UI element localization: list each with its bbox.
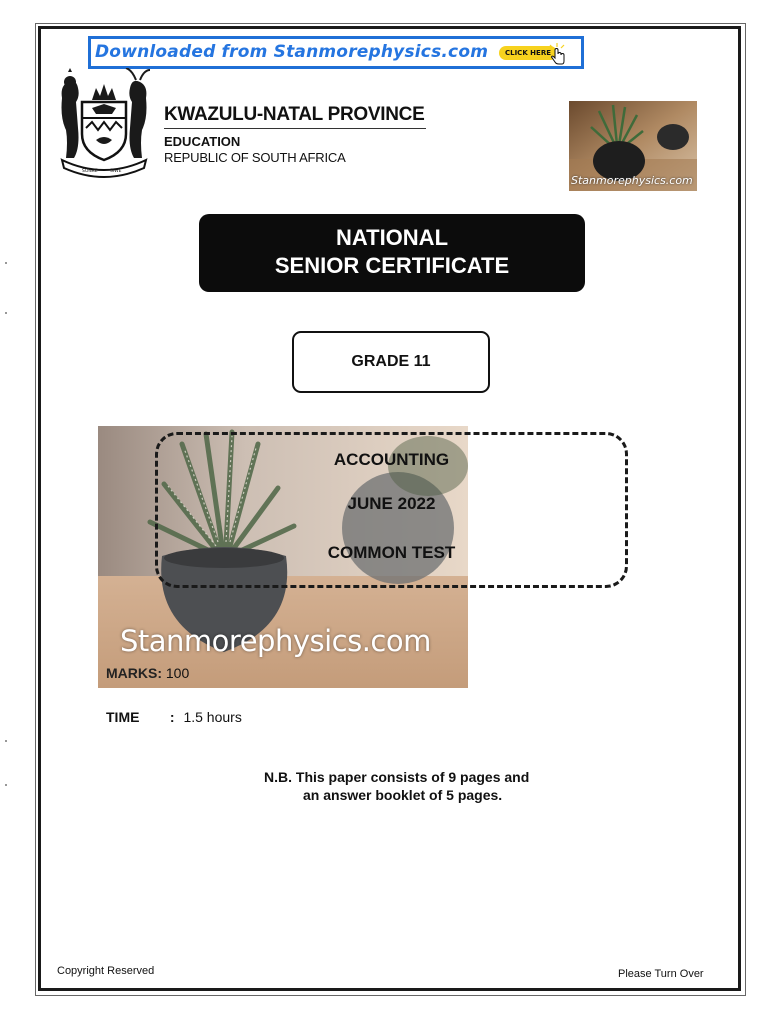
province-name: KWAZULU-NATAL PROVINCE bbox=[164, 104, 425, 125]
hand-cursor-icon bbox=[547, 43, 567, 65]
time-value: 1.5 hours bbox=[183, 709, 242, 725]
time-row bbox=[106, 709, 242, 725]
nsc-title-box bbox=[199, 214, 585, 292]
note-block bbox=[264, 768, 529, 804]
subject-name: ACCOUNTING bbox=[333, 450, 450, 469]
hero-watermark: Stanmorephysics.com bbox=[120, 624, 431, 658]
download-link[interactable]: Downloaded from Stanmorephysics.com bbox=[95, 42, 489, 62]
title-line-2: SENIOR CERTIFICATE bbox=[274, 253, 510, 278]
note-line-2: an answer booklet of 5 pages. bbox=[303, 787, 503, 803]
title-line-1: NATIONAL bbox=[335, 225, 449, 250]
grade-box: GRADE 11 bbox=[292, 331, 490, 393]
thumbnail-watermark: Stanmorephysics.com bbox=[571, 174, 693, 187]
department-name: EDUCATION bbox=[164, 134, 241, 149]
time-label: TIME bbox=[106, 709, 140, 725]
marks-value: 100 bbox=[165, 665, 190, 681]
margin-mark bbox=[5, 262, 7, 264]
exam-type: COMMON TEST bbox=[327, 543, 456, 562]
plant-thumbnail-image bbox=[569, 101, 697, 191]
province-heading bbox=[164, 104, 434, 165]
click-here-button[interactable]: CLICK HERE bbox=[499, 46, 557, 60]
exam-session: JUNE 2022 bbox=[347, 494, 436, 513]
margin-mark bbox=[5, 312, 7, 314]
svg-text:SIWE: SIWE bbox=[110, 169, 122, 174]
coat-of-arms-logo bbox=[56, 68, 152, 180]
marks-row bbox=[106, 665, 189, 681]
margin-mark bbox=[5, 740, 7, 742]
marks-label: MARKS: bbox=[106, 665, 162, 681]
time-colon: : bbox=[169, 709, 175, 725]
copyright-footer: Copyright Reserved bbox=[57, 965, 155, 977]
note-line-1: N.B. This paper consists of 9 pages and bbox=[264, 769, 530, 785]
download-banner[interactable] bbox=[88, 36, 584, 69]
turn-over-footer: Please Turn Over bbox=[618, 968, 704, 980]
heading-divider bbox=[164, 128, 426, 129]
margin-mark bbox=[5, 784, 7, 786]
svg-text:SONKE: SONKE bbox=[82, 169, 98, 174]
country-name: REPUBLIC OF SOUTH AFRICA bbox=[164, 150, 346, 165]
